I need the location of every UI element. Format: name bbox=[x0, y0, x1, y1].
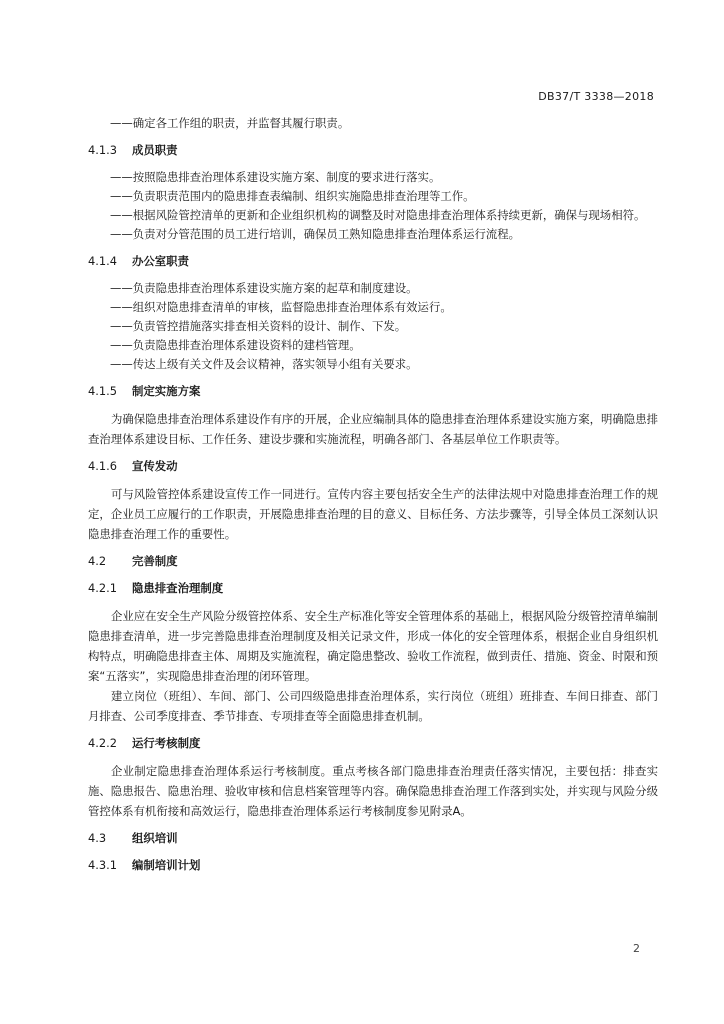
list-item: ——负责隐患排查治理体系建设资料的建档管理。 bbox=[110, 338, 361, 352]
list-item: ——按照隐患排查治理体系建设实施方案、制度的要求进行落实。 bbox=[110, 170, 441, 184]
standard-code: DB37/T 3338—2018 bbox=[538, 90, 654, 103]
section-title: 组织培训 bbox=[132, 831, 178, 845]
section-title: 运行考核制度 bbox=[132, 736, 201, 750]
paragraph: 可与风险管控体系建设宣传工作一同进行。宣传内容主要包括安全生产的法律法规中对隐患排查治理工作的规定，企业员工应履行的工作职责，开展隐患排查治理的目的意义、目标任务、方法步骤等，引导全体员工深刻认识隐患排查治理工作的重要性。 bbox=[88, 487, 658, 541]
section-title: 隐患排查治理制度 bbox=[132, 581, 224, 595]
section-title: 成员职责 bbox=[132, 143, 178, 157]
section-number: 4.1.6 bbox=[88, 459, 117, 473]
section-number: 4.2.2 bbox=[88, 736, 117, 750]
section-title: 制定实施方案 bbox=[132, 384, 201, 398]
list-item: ——负责管控措施落实排查相关资料的设计、制作、下发。 bbox=[110, 319, 407, 333]
section-number: 4.1.5 bbox=[88, 384, 117, 398]
section-heading bbox=[88, 856, 658, 875]
section-title: 完善制度 bbox=[132, 554, 178, 568]
paragraph: 企业制定隐患排查治理体系运行考核制度。重点考核各部门隐患排查治理责任落实情况，主要包括：排查实施、隐患报告、隐患治理、验收审核和信息档案管理等内容。确保隐患排查治理工作落到实处，并实现与风险分级管控体系有机衔接和高效运行，隐患排查治理体系运行考核制度参见附录A。 bbox=[88, 764, 658, 818]
list-item: ——确定各工作组的职责，并监督其履行职责。 bbox=[110, 116, 350, 130]
list-item: ——负责对分管范围的员工进行培训，确保员工熟知隐患排查治理体系运行流程。 bbox=[110, 227, 521, 241]
section-title: 宣传发动 bbox=[132, 459, 178, 473]
section-title: 办公室职责 bbox=[132, 254, 189, 268]
section-number: 4.3 bbox=[88, 831, 107, 845]
section-heading bbox=[88, 141, 658, 160]
list-item: ——组织对隐患排查清单的审核，监督隐患排查治理体系有效运行。 bbox=[110, 300, 452, 314]
page-number: 2 bbox=[633, 942, 640, 955]
section-number: 4.1.3 bbox=[88, 143, 117, 157]
dash-list bbox=[88, 279, 658, 374]
section-title: 编制培训计划 bbox=[132, 858, 201, 872]
document-body bbox=[88, 114, 658, 883]
section-number: 4.3.1 bbox=[88, 858, 117, 872]
dash-list bbox=[88, 114, 658, 133]
paragraph: 建立岗位（班组）、车间、部门、公司四级隐患排查治理体系，实行岗位（班组）班排查、车间日排查、部门月排查、公司季度排查、季节排查、专项排查等全面隐患排查机制。 bbox=[88, 689, 658, 723]
section-number: 4.2 bbox=[88, 554, 107, 568]
section-heading bbox=[88, 457, 658, 476]
paragraph: 为确保隐患排查治理体系建设作有序的开展，企业应编制具体的隐患排查治理体系建设实施方案，明确隐患排查治理体系建设目标、工作任务、建设步骤和实施流程，明确各部门、各基层单位工作职责等。 bbox=[88, 412, 658, 446]
dash-list bbox=[88, 168, 658, 244]
list-item: ——负责隐患排查治理体系建设实施方案的起草和制度建设。 bbox=[110, 281, 418, 295]
section-heading bbox=[88, 252, 658, 271]
section-heading bbox=[88, 579, 658, 598]
section-number: 4.2.1 bbox=[88, 581, 117, 595]
section-number: 4.1.4 bbox=[88, 254, 117, 268]
section-heading bbox=[88, 734, 658, 753]
list-item: ——传达上级有关文件及会议精神，落实领导小组有关要求。 bbox=[110, 357, 418, 371]
section-heading bbox=[88, 829, 658, 848]
paragraph: 企业应在安全生产风险分级管控体系、安全生产标准化等安全管理体系的基础上，根据风险分级管控清单编制隐患排查清单，进一步完善隐患排查治理制度及相关记录文件，形成一体化的安全管理体系，根据企业自身组织机构特点，明确隐患排查主体、周期及实施流程，确定隐患整改、验收工作流程，做到责任、措施、资金、时限和预案“五落实”，实现隐患排查治理的闭环管理。 bbox=[88, 609, 658, 683]
section-heading bbox=[88, 552, 658, 571]
list-item: ——负责职责范围内的隐患排查表编制、组织实施隐患排查治理等工作。 bbox=[110, 189, 475, 203]
section-heading bbox=[88, 382, 658, 401]
list-item: ——根据风险管控清单的更新和企业组织机构的调整及时对隐患排查治理体系持续更新，确保与现场相符。 bbox=[110, 208, 646, 222]
